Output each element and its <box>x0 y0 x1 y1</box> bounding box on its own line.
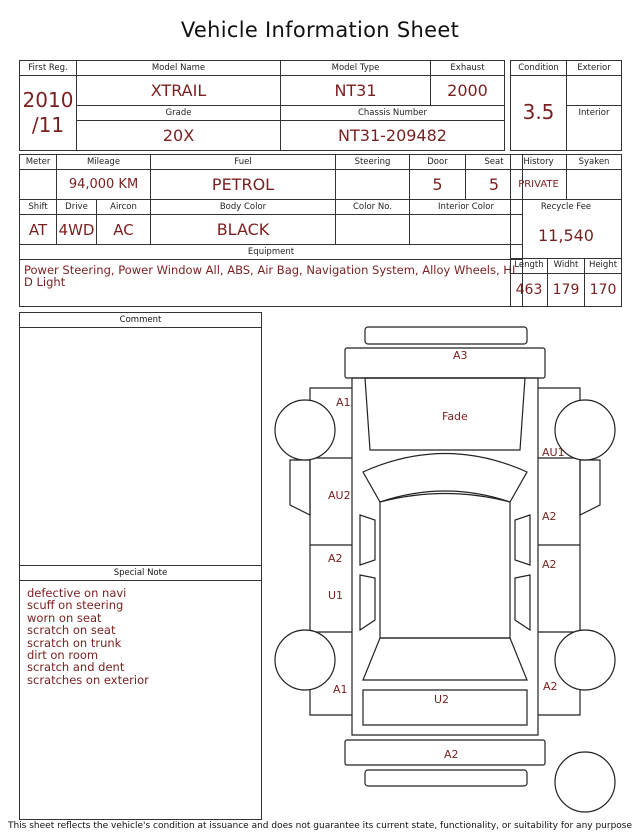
mileage-value: 94,000 KM <box>57 170 151 200</box>
model-type-value: NT31 <box>281 76 431 106</box>
damage-mark-roof: Fade <box>442 410 468 423</box>
exterior-value <box>567 76 622 106</box>
recycle-fee-value: 11,540 <box>511 214 622 258</box>
steering-value <box>336 170 410 200</box>
damage-mark-trunk: U2 <box>434 693 450 706</box>
rear-left-wheel-outline <box>275 630 335 690</box>
front-left-wheel-outline <box>275 400 335 460</box>
front-bumper-outline <box>365 327 527 344</box>
damage-mark-left-front-door: A2 <box>328 552 343 565</box>
color-no-value <box>336 215 410 245</box>
interior-color-label: Interior Color <box>410 200 523 215</box>
body-color-label: Body Color <box>151 200 336 215</box>
width-value: 179 <box>548 273 585 306</box>
height-value: 170 <box>585 273 622 306</box>
damage-mark-right-front-door: A2 <box>542 510 557 523</box>
damage-mark-front-left-fender: A1 <box>336 396 351 409</box>
condition-table <box>510 60 622 151</box>
damage-mark-rear-right-fender: A2 <box>543 680 558 693</box>
special-note-item: scratches on exterior <box>27 672 149 687</box>
spare-wheel-outline <box>555 752 615 812</box>
seat-label: Seat <box>466 155 523 170</box>
car-damage-diagram <box>270 320 620 815</box>
grade-label: Grade <box>77 106 281 121</box>
interior-label: Interior <box>567 106 622 121</box>
damage-mark-rear-left-fender: A1 <box>333 683 348 696</box>
damage-mark-rear-bumper: A2 <box>444 748 459 761</box>
equipment-value: Power Steering, Power Window All, ABS, Air Bag, Navigation System, Alloy Wheels, HID Light <box>20 260 523 307</box>
model-type-label: Model Type <box>281 61 431 76</box>
chassis-number-value: NT31-209482 <box>281 121 505 151</box>
special-note-item: dirt on room <box>27 648 99 663</box>
right-mirror-outline <box>580 460 600 515</box>
exhaust-value: 2000 <box>431 76 505 106</box>
meter-value <box>20 170 57 200</box>
damage-mark-hood: A3 <box>453 349 468 362</box>
door-value: 5 <box>410 170 466 200</box>
damage-mark-left-pillar: AU2 <box>328 489 351 502</box>
width-label: Widht <box>548 258 585 273</box>
exterior-label: Exterior <box>567 61 622 76</box>
fuel-label: Fuel <box>151 155 336 170</box>
color-no-label: Color No. <box>336 200 410 215</box>
body-color-value: BLACK <box>151 215 336 245</box>
first-reg-value <box>20 76 77 151</box>
special-notes-list <box>20 581 261 686</box>
shift-value: AT <box>20 215 57 245</box>
seat-value: 5 <box>466 170 523 200</box>
meter-label: Meter <box>20 155 57 170</box>
steering-label: Steering <box>336 155 410 170</box>
aircon-value: AC <box>97 215 151 245</box>
specs-table <box>19 154 523 307</box>
special-note-item: scratch on seat <box>27 623 116 638</box>
history-value: PRIVATE <box>511 170 567 200</box>
exhaust-label: Exhaust <box>431 61 505 76</box>
damage-mark-left-rear-door: U1 <box>328 589 344 602</box>
height-label: Height <box>585 258 622 273</box>
chassis-number-label: Chassis Number <box>281 106 505 121</box>
history-label: History <box>511 155 567 170</box>
damage-mark-right-rear-door: A2 <box>542 558 557 571</box>
body-outline <box>310 378 580 735</box>
left-mirror-outline <box>290 460 310 515</box>
special-note-item: scuff on steering <box>27 598 124 613</box>
special-note-item: scratch and dent <box>27 660 125 675</box>
disclaimer-footer: This sheet reflects the vehicle's condition at issuance and does not guarantee its current state, functionality, or suitability for any purpose <box>7 821 633 831</box>
registration-table <box>19 60 505 151</box>
first-reg-year: 2010 <box>22 88 74 112</box>
damage-mark-front-right-fender: AU1 <box>542 446 565 459</box>
recycle-fee-label: Recycle Fee <box>511 200 622 215</box>
history-table <box>510 154 622 307</box>
model-name-label: Model Name <box>77 61 281 76</box>
interior-color-value <box>410 215 523 245</box>
windshield-outline <box>363 454 527 503</box>
model-name-value: XTRAIL <box>77 76 281 106</box>
special-note-item: scratch on trunk <box>27 635 122 650</box>
drive-value: 4WD <box>57 215 97 245</box>
syaken-label: Syaken <box>567 155 622 170</box>
special-note-item: defective on navi <box>27 586 127 600</box>
special-note-label: Special Note <box>20 565 261 581</box>
door-label: Door <box>410 155 466 170</box>
aircon-label: Aircon <box>97 200 151 215</box>
interior-value <box>567 120 622 150</box>
length-value: 463 <box>511 273 548 306</box>
drive-label: Drive <box>57 200 97 215</box>
comment-value <box>20 328 261 565</box>
comment-box <box>19 312 262 820</box>
first-reg-month: /11 <box>31 113 65 137</box>
rear-window-outline <box>363 638 527 680</box>
condition-label: Condition <box>511 61 567 76</box>
comment-label: Comment <box>20 313 261 328</box>
first-reg-label: First Reg. <box>20 61 77 76</box>
rear-right-wheel-outline <box>555 630 615 690</box>
front-grille-outline <box>345 348 545 378</box>
shift-label: Shift <box>20 200 57 215</box>
page-title: Vehicle Information Sheet <box>180 18 460 42</box>
equipment-label: Equipment <box>20 245 523 260</box>
syaken-value <box>567 170 622 200</box>
fuel-value: PETROL <box>151 170 336 200</box>
grade-value: 20X <box>77 121 281 151</box>
length-label: Length <box>511 258 548 273</box>
roof-outline <box>380 494 510 639</box>
special-note-item: worn on seat <box>27 610 102 625</box>
condition-value: 3.5 <box>511 76 567 151</box>
mileage-label: Mileage <box>57 155 151 170</box>
